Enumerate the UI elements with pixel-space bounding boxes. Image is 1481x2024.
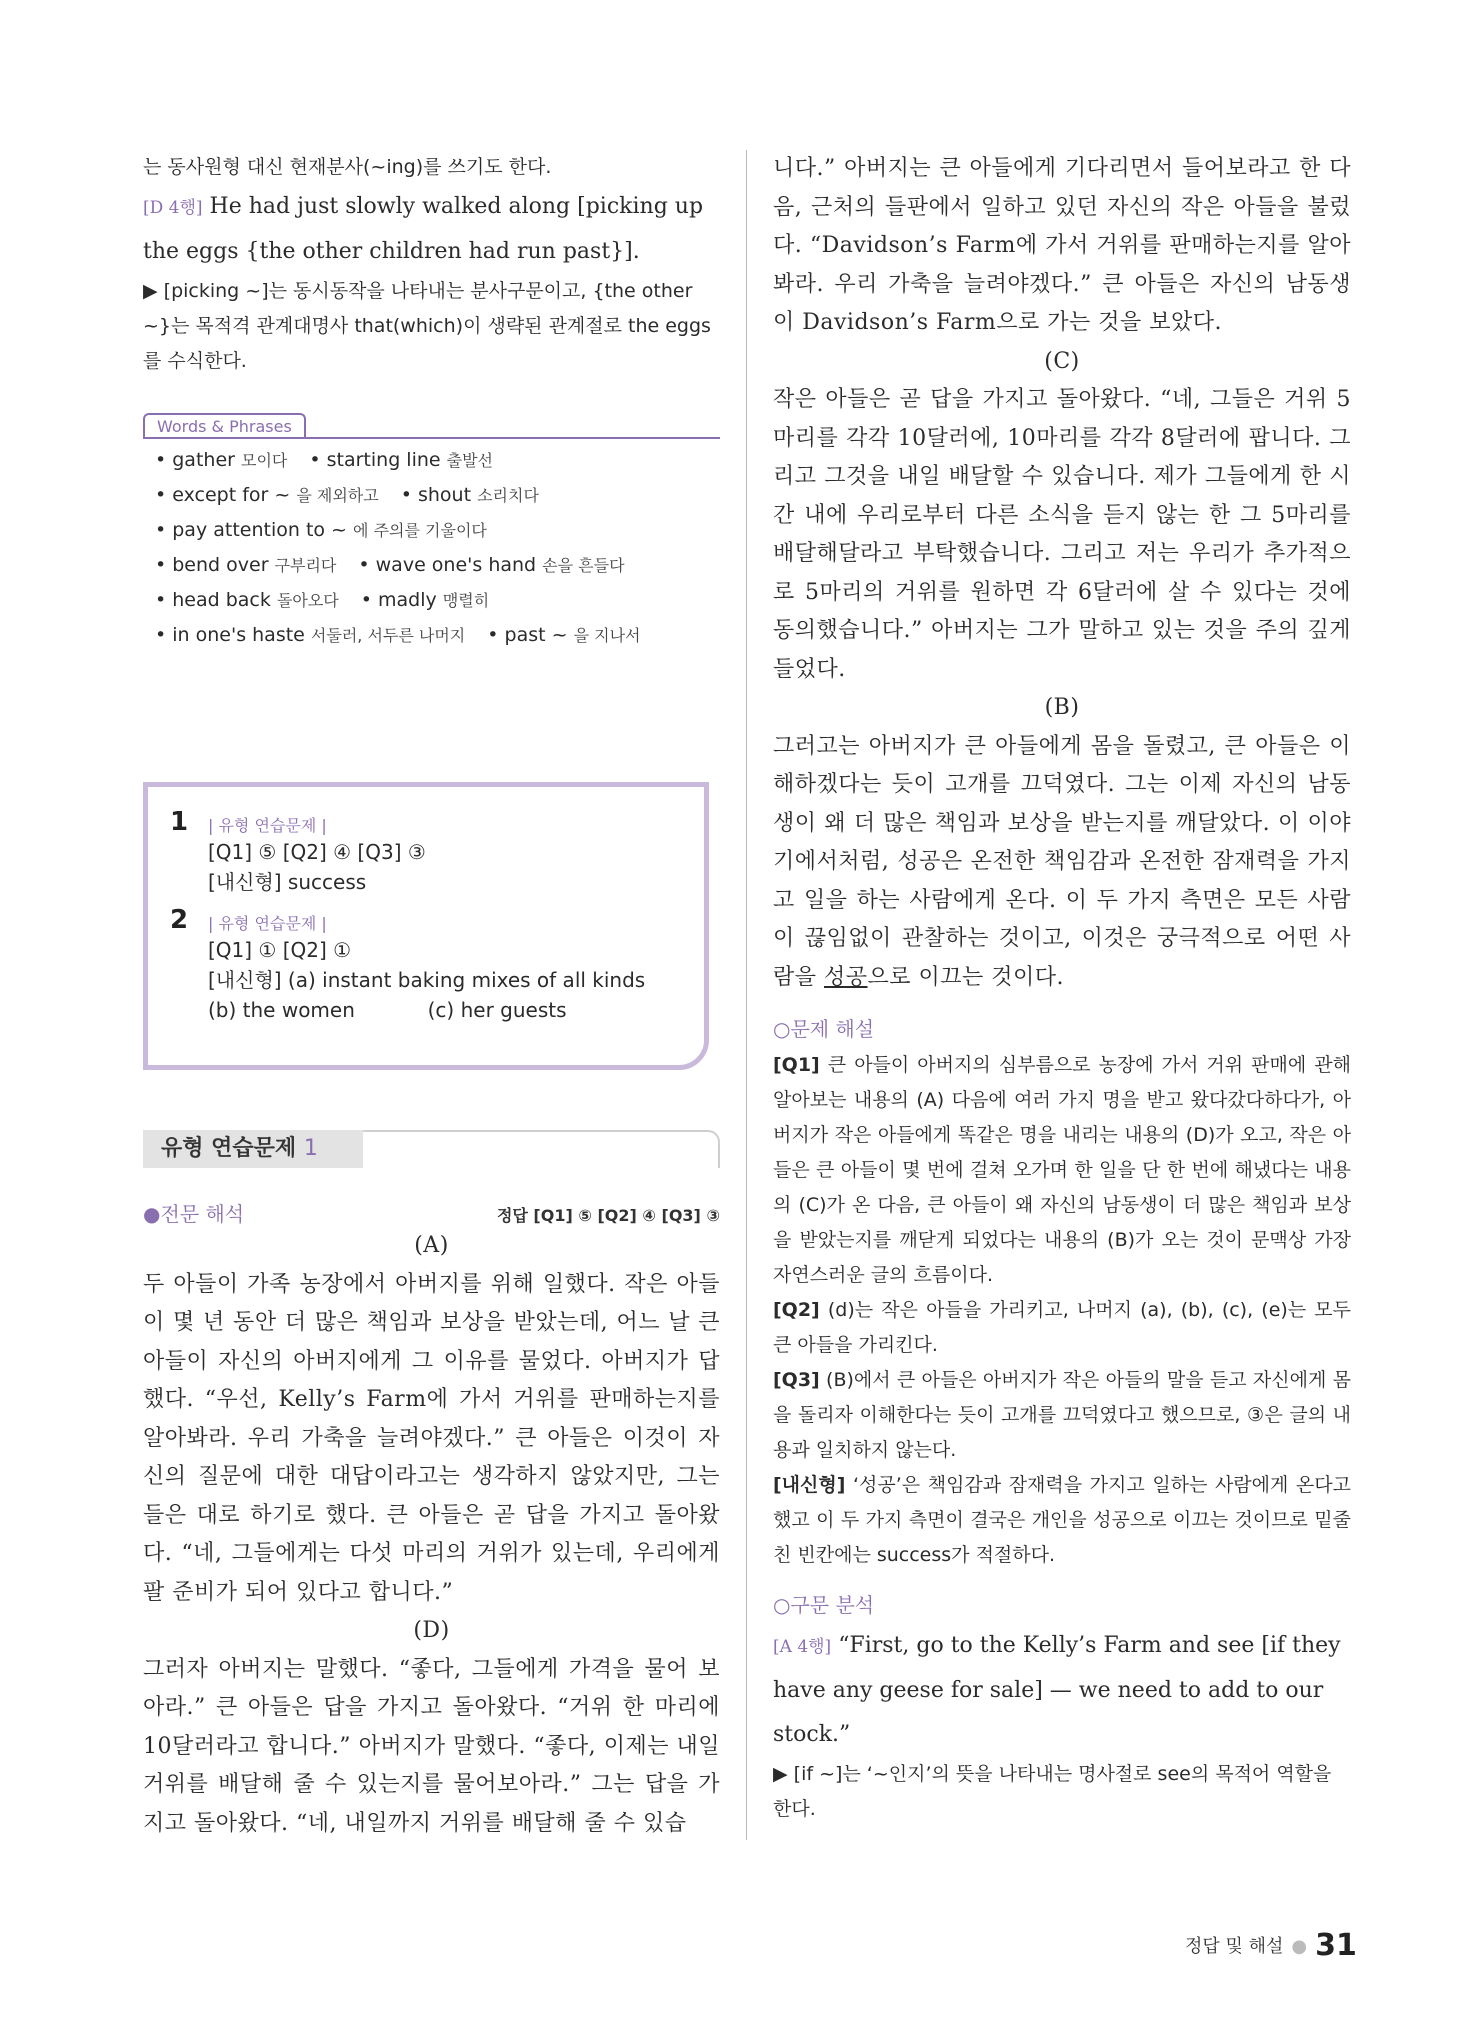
answer-line: [Q1] ① [Q2] ① <box>208 938 352 962</box>
section-number: 1 <box>303 1136 318 1161</box>
paragraph-d-cont: 니다.” 아버지는 큰 아들에게 기다리면서 들어보라고 한 다음, 근처의 들판에서 일하고 있던 자신의 작은 아들을 불렀다. “Davidson’s Farm에 가서 거위를 판매하는지를 알아봐라. 우리 가축을 늘려야겠다.” 큰 아들은 자신의 남동생이 Davidson’s Farm으로 가는 것을 보았다. <box>773 156 1351 335</box>
word-en: in one's haste <box>172 624 305 646</box>
translation-heading: ●전문 해석 <box>143 1202 245 1226</box>
answer-line <box>208 995 682 1025</box>
word-en: wave one's hand <box>375 554 537 576</box>
word-kr: 손을 흔들다 <box>542 556 625 575</box>
word-kr: 소리치다 <box>477 486 539 505</box>
syntax-note: ▶ [if ~]는 ‘~인지’의 뜻을 나타내는 명사절로 see의 목적어 역할을 한다. <box>773 1763 1332 1820</box>
word-kr: 서둘러, 서두른 나머지 <box>310 626 466 645</box>
word-entry: • madly 맹렬히 <box>360 589 490 611</box>
word-kr: 구부리다 <box>274 556 337 575</box>
answer-type-tag: | 유형 연습문제 | <box>208 914 327 933</box>
answer-summary-box <box>143 782 709 1070</box>
word-entry: • except for ~ 을 제외하고 <box>155 484 379 506</box>
word-entry: • head back 돌아오다 <box>155 589 339 611</box>
example-sentence <box>143 185 720 274</box>
words-phrases-box <box>143 413 720 653</box>
answer-number: 1 <box>170 807 189 837</box>
explanation-naesin <box>773 1468 1351 1573</box>
paragraph-d: 그러자 아버지는 말했다. “좋다, 그들에게 가격을 물어 보아라.” 큰 아들은 답을 가지고 돌아왔다. “거위 한 마리에 10달러라고 합니다.” 아버지가 말했다. “좋다, 이제는 내일 거위를 배달해 줄 수 있는지를 물어보아라.” 그는 답을 가지고 돌아왔다. “네, 내일까지 거위를 배달해 줄 수 있습 <box>143 1656 720 1836</box>
word-kr: 을 제외하고 <box>296 486 379 505</box>
word-row <box>155 513 720 548</box>
q2-text: (d)는 작은 아들을 가리키고, 나머지 (a), (b), (c), (e)는 모두 큰 아들을 가리킨다. <box>773 1299 1351 1356</box>
paragraph-a: 두 아들이 가족 농장에서 아버지를 위해 일했다. 작은 아들이 몇 년 동안 더 많은 책임과 보상을 받았는데, 어느 날 큰 아들이 자신의 아버지에게 그 이유를 물었다. 아버지가 답했다. “우선, Kelly’s Farm에 가서 거위를 판매하는지를 알아봐라. 우리 가축을 늘려야겠다.” 큰 아들은 이것이 자신의 질문에 대한 대답이라고는 생각하지 않았지만, 그는 들은 대로 하기로 했다. 큰 아들은 곧 답을 가지고 돌아왔다. “네, 그들에게는 다섯 마리의 거위가 있는데, 우리에게 팔 준비가 되어 있다고 합니다.” <box>143 1271 720 1605</box>
answer-number: 2 <box>170 905 189 935</box>
column-divider <box>746 150 747 1840</box>
answer-item-1 <box>170 807 682 837</box>
syntax-heading: ○구문 분석 <box>773 1593 875 1617</box>
word-entry: • bend over 구부리다 <box>155 554 337 576</box>
answer-line: [내신형] (a) instant baking mixes of all kinds <box>208 968 646 992</box>
answer-key: 정답 [Q1] ⑤ [Q2] ④ [Q3] ③ <box>496 1206 720 1225</box>
word-en: gather <box>172 449 235 471</box>
word-kr: 돌아오다 <box>276 591 339 610</box>
answer-b: (b) the women <box>208 998 355 1022</box>
right-column <box>773 150 1351 1827</box>
word-en: shout <box>417 484 472 506</box>
word-entry: • past ~ 을 지나서 <box>487 624 641 646</box>
q3-text: (B)에서 큰 아들은 아버지가 작은 아들의 말을 듣고 자신에게 몸을 돌리자 이해한다는 듯이 고개를 끄덕였다고 했으므로, ③은 글의 내용과 일치하지 않는다. <box>773 1369 1351 1461</box>
underlined-word: 성공 <box>824 964 868 990</box>
word-entry: • starting line 출발선 <box>309 449 494 471</box>
paragraph-label-a: (A) <box>414 1233 449 1258</box>
word-kr: 맹렬히 <box>442 591 490 610</box>
word-en: madly <box>378 589 437 611</box>
explanation-q1 <box>773 1048 1351 1293</box>
section-rule <box>363 1130 720 1168</box>
word-row <box>155 478 720 513</box>
example-line2: the eggs {the other children had run past}]. <box>143 239 640 264</box>
word-en: starting line <box>326 449 441 471</box>
words-phrases-title: Words & Phrases <box>143 413 306 439</box>
paragraph-label-d: (D) <box>413 1618 450 1643</box>
word-en: except for ~ <box>172 484 291 506</box>
word-entry: • in one's haste 서둘러, 서두른 나머지 <box>155 624 466 646</box>
syntax-sentence: “First, go to the Kelly’s Farm and see [if they have any geese for sale] — we need to add to our stock.” <box>773 1633 1341 1747</box>
word-en: past ~ <box>504 624 568 646</box>
word-kr: 에 주의를 기울이다 <box>353 521 487 540</box>
paragraph-b-text: 그러고는 아버지가 큰 아들에게 몸을 돌렸고, 큰 아들은 이해하겠다는 듯이 고개를 끄덕였다. 그는 이제 자신의 남동생이 왜 더 많은 책임과 보상을 받는지를 깨달았다. 이 이야기에서처럼, 성공은 온전한 책임감과 온전한 잠재력을 가지고 일을 하는 사람에게 온다. 이 두 가지 측면은 모든 사람이 끊임없이 관찰하는 것이고, 이것은 궁극적으로 어떤 사람을 <box>773 733 1351 990</box>
answer-line: [내신형] success <box>208 870 367 894</box>
word-en: bend over <box>172 554 269 576</box>
paragraph-label-c: (C) <box>1044 348 1080 374</box>
word-entry: • shout 소리치다 <box>400 484 539 506</box>
q2-label: [Q2] <box>773 1299 820 1321</box>
example-note: ▶ [picking ~]는 동시동작을 나타내는 분사구문이고, {the other ~}는 목적격 관계대명사 that(which)이 생략된 관계절로 the eggs를 수식한다. <box>143 280 711 372</box>
answer-c: (c) her guests <box>427 998 567 1022</box>
paragraph-b-end: 으로 이끄는 것이다. <box>867 964 1065 990</box>
answer-type-tag: | 유형 연습문제 | <box>208 816 327 835</box>
syntax-tag: [A 4행] <box>773 1637 832 1657</box>
word-en: head back <box>172 589 271 611</box>
words-list <box>143 443 720 653</box>
example-tag: [D 4행] <box>143 198 203 218</box>
section-title: 유형 연습문제 <box>161 1136 297 1161</box>
word-row <box>155 548 720 583</box>
word-row <box>155 583 720 618</box>
word-row <box>155 443 720 478</box>
answer-item-2 <box>170 905 682 935</box>
explanation-q2 <box>773 1293 1351 1363</box>
paragraph-label-b: (B) <box>1044 695 1080 720</box>
section-header <box>143 1130 720 1168</box>
left-column <box>143 150 720 653</box>
page-footer: 정답 및 해설 ● 31 <box>1185 1928 1357 1963</box>
naesin-text: ‘성공’은 책임감과 잠재력을 가지고 일하는 사람에게 온다고 했고 이 두 가지 측면이 결국은 개인을 성공으로 이끄는 것이므로 밑줄 친 빈칸에는 success가 적절하다. <box>773 1474 1351 1566</box>
answer-line: [Q1] ⑤ [Q2] ④ [Q3] ③ <box>208 840 426 864</box>
page-number: 31 <box>1315 1928 1357 1963</box>
q1-text: 큰 아들이 아버지의 심부름으로 농장에 가서 거위 판매에 관해 알아보는 내용의 (A) 다음에 여러 가지 명을 받고 왔다갔다하다가, 아버지가 작은 아들에게 똑같은 명을 내리는 내용의 (D)가 오고, 작은 아들은 큰 아들이 몇 번에 걸쳐 오가며 한 일을 단 한 번에 해냈다는 내용의 (C)가 온 다음, 큰 아들이 왜 자신의 남동생이 더 많은 책임과 보상을 받았는지를 깨닫게 되었다는 내용의 (B)가 오는 것이 문맥상 가장 자연스러운 글의 흐름이다. <box>773 1054 1351 1286</box>
section-label <box>143 1130 363 1168</box>
naesin-label: [내신형] <box>773 1474 846 1496</box>
paragraph-b <box>773 728 1351 998</box>
word-entry: • gather 모이다 <box>155 449 288 471</box>
word-kr: 모이다 <box>241 451 288 470</box>
word-row <box>155 618 720 653</box>
word-kr: 을 지나서 <box>573 626 641 645</box>
intro-line: 는 동사원형 대신 현재분사(~ing)를 쓰기도 한다. <box>143 156 552 178</box>
explanation-q3 <box>773 1363 1351 1468</box>
example-line1: He had just slowly walked along [picking up <box>209 194 704 219</box>
explanation-heading: ○문제 해설 <box>773 1017 875 1041</box>
word-entry: • wave one's hand 손을 흔들다 <box>358 554 625 576</box>
footer-label: 정답 및 해설 <box>1185 1936 1284 1957</box>
paragraph-c: 작은 아들은 곧 답을 가지고 돌아왔다. “네, 그들은 거위 5마리를 각각 10달러에, 10마리를 각각 8달러에 팝니다. 그리고 그것을 내일 배달할 수 있습니다. 제가 그들에게 한 시간 내에 우리로부터 다른 소식을 듣지 않는 한 그 5마리를 배달해달라고 부탁했습니다. 그리고 저는 우리가 추가적으로 5마리의 거위를 원하면 각 6달러에 살 수 있다는 것에 동의했습니다.” 아버지는 그가 말하고 있는 것을 주의 깊게 들었다. <box>773 387 1351 682</box>
word-kr: 출발선 <box>446 451 494 470</box>
q3-label: [Q3] <box>773 1369 820 1391</box>
word-entry: • pay attention to ~ 에 주의를 기울이다 <box>155 519 487 541</box>
q1-label: [Q1] <box>773 1054 820 1076</box>
syntax-example <box>773 1624 1351 1757</box>
translation-block <box>143 1198 720 1843</box>
word-en: pay attention to ~ <box>172 519 347 541</box>
